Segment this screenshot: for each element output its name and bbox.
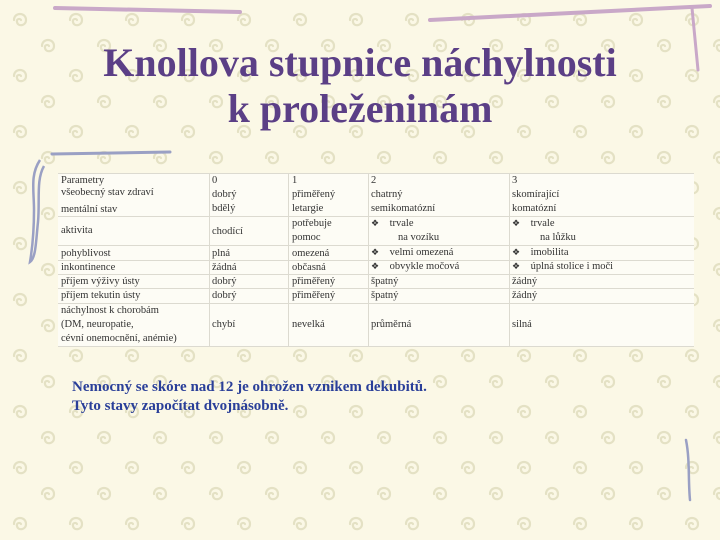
score-0-cell: chodící [212,226,243,237]
param-cell: příjem tekutin ústy [61,290,141,301]
score-3-cell: na lůžku [540,232,576,243]
score-0-cell: dobrý [212,290,237,301]
note-line-2: Tyto stavy započítat dvojnásobně. [72,398,289,414]
score-2-cell: špatný [371,290,399,301]
table-col-rule [209,173,210,347]
cell-text: trvale [389,218,414,229]
cell-text: trvale [530,218,555,229]
score-1-cell: občasná [292,262,326,273]
table-col-rule [509,173,510,347]
score-2-cell [371,261,459,273]
score-0-cell: plná [212,248,231,259]
param-cell: všeobecný stav zdraví [61,187,154,198]
score-3-cell: komatózní [512,203,557,214]
scoring-note [72,378,632,416]
score-2-cell: špatný [371,276,399,287]
score-2-cell: průměrná [371,319,412,330]
score-1-cell: letargie [292,203,324,214]
table-rule [58,216,694,217]
score-1-cell: přiměřený [292,276,336,287]
score-2-cell: chatrný [371,189,403,200]
bullet-icon: ❖ [371,247,380,257]
table-rule [58,274,694,275]
score-0-cell: dobrý [212,276,237,287]
param-cell: (DM, neuropatie, [61,319,134,330]
cell-text: imobilita [530,247,569,258]
param-cell: cévní onemocnění, anémie) [61,333,177,344]
score-0-cell: dobrý [212,189,237,200]
score-0-cell: chybí [212,319,236,330]
table-rule [58,288,694,289]
score-3-cell [512,261,613,273]
score-1-cell: nevelká [292,319,325,330]
param-cell: příjem výživy ústy [61,276,140,287]
param-cell: náchylnost k chorobám [61,305,159,316]
left-top-stroke [52,152,170,154]
score-0-cell: bdělý [212,203,236,214]
bullet-icon: ❖ [371,261,380,271]
table-col-rule [288,173,289,347]
bullet-icon: ❖ [512,247,521,257]
bullet-icon: ❖ [371,218,380,228]
score-2-cell [371,247,453,259]
header-score-0: 0 [212,175,218,186]
title-line-2: k proleženinám [227,86,493,131]
right-bottom-stroke [686,440,690,500]
score-1-cell: přiměřený [292,290,336,301]
score-2-cell: semikomatózní [371,203,436,214]
header-score-3: 3 [512,175,518,186]
cell-text: úplná stolice i moči [530,261,614,272]
table-col-rule [368,173,369,347]
score-3-cell: skomírající [512,189,560,200]
score-0-cell: žádná [212,262,237,273]
cell-text: velmi omezená [389,247,454,258]
header-score-1: 1 [292,175,298,186]
left-brace [30,160,44,262]
score-3-cell [512,218,554,230]
right-stroke [692,8,698,70]
score-1-cell: omezená [292,248,330,259]
table-rule [58,173,694,174]
cell-text: obvykle močová [389,261,460,272]
score-1-cell: pomoc [292,232,321,243]
param-cell: inkontinence [61,262,116,273]
score-1-cell: potřebuje [292,218,332,229]
page-title [40,40,680,132]
note-line-1: Nemocný se skóre nad 12 je ohrožen vznikem dekubitů. [72,379,427,395]
score-2-cell: na vozíku [398,232,440,243]
top-left-stroke [55,8,240,12]
score-2-cell [371,218,413,230]
header-parametry: Parametry [61,175,105,186]
score-3-cell: žádný [512,290,538,301]
param-cell: mentální stav [61,204,118,215]
score-3-cell [512,247,569,259]
table-rule [58,346,694,347]
top-right-stroke [430,6,710,20]
title-line-1: Knollova stupnice náchylnosti [103,40,617,85]
bullet-icon: ❖ [512,261,521,271]
param-cell: aktivita [61,225,93,236]
bullet-icon: ❖ [512,218,521,228]
header-score-2: 2 [371,175,377,186]
param-cell: pohyblivost [61,248,111,259]
table-rule [58,245,694,246]
score-3-cell: žádný [512,276,538,287]
score-1-cell: přiměřený [292,189,336,200]
table-rule [58,303,694,304]
score-3-cell: silná [512,319,532,330]
